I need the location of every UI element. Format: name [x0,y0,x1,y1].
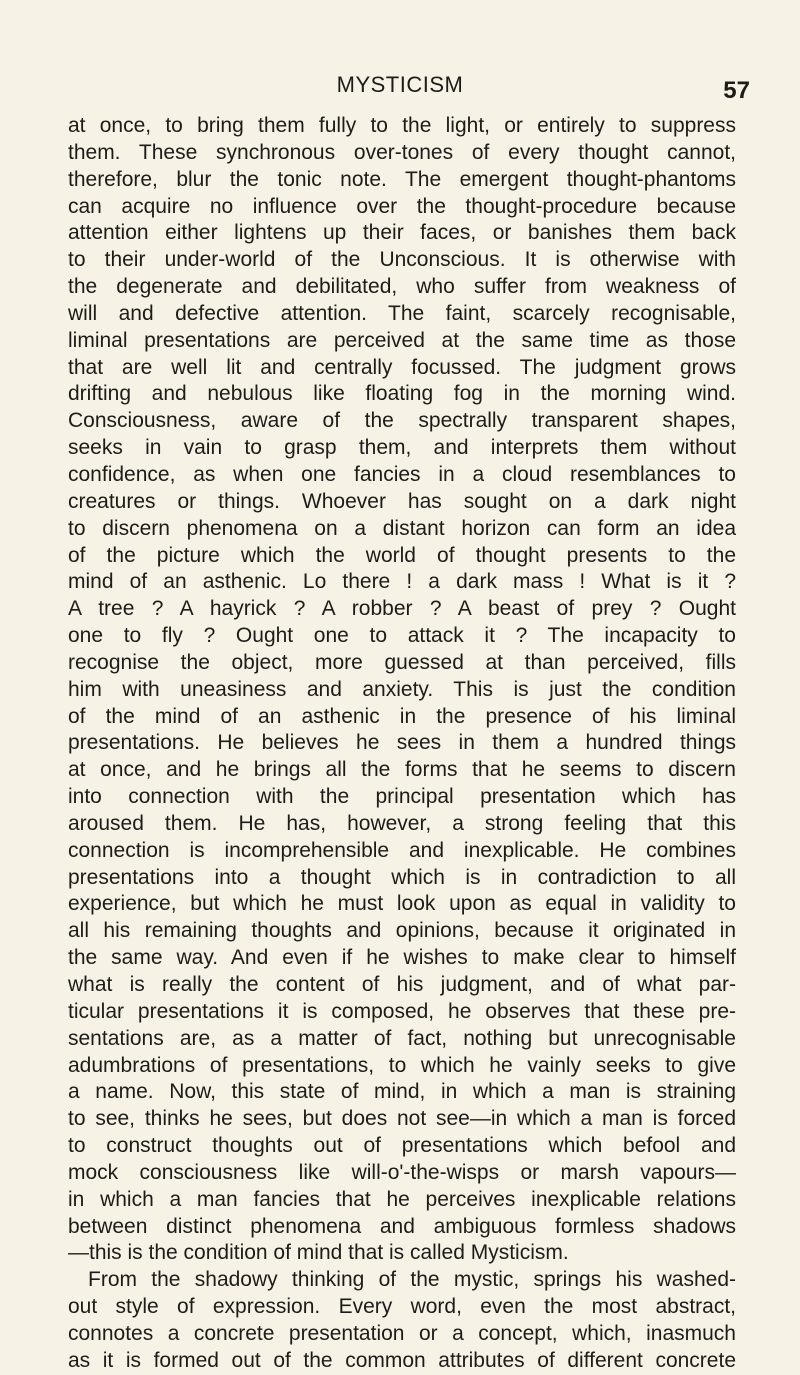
text-line: him with uneasiness and anxiety. This is just the condition [68,677,736,701]
text-line: mock consciousness like will-o'-the-wisps or marsh vapours— [68,1160,736,1184]
text-line: at once, and he brings all the forms that he seems to discern [68,758,736,782]
text-line: Consciousness, aware of the spectrally transparent shapes, [68,409,736,433]
text-line: of the picture which the world of thought presents to the [68,543,736,567]
text-line: between distinct phenomena and ambiguous formless shadows [68,1214,736,1238]
text-line: to their under-world of the Unconscious. It is otherwise with [68,248,736,272]
text-line: From the shadowy thinking of the mystic, springs his washed- [88,1268,736,1292]
text-line: drifting and nebulous like floating fog in the morning wind. [68,382,736,406]
page-number: 57 [723,77,750,104]
text-line: recognise the object, more guessed at than perceived, fills [68,650,736,674]
text-line: a name. Now, this state of mind, in which a man is straining [68,1080,736,1104]
text-line: into connection with the principal presentation which has [68,785,736,809]
text-line: presentations. He believes he sees in them a hundred things [68,731,736,755]
text-line: mind of an asthenic. Lo there ! a dark mass ! What is it ? [68,570,736,594]
text-line: all his remaining thoughts and opinions, because it originated in [68,919,736,943]
text-line: sentations are, as a matter of fact, nothing but unrecognisable [68,1026,736,1050]
text-line: A tree ? A hayrick ? A robber ? A beast of prey ? Ought [68,597,736,621]
text-line: ticular presentations it is composed, he observes that these pre- [68,999,736,1023]
text-line: attention either lightens up their faces, or banishes them back [68,221,736,245]
text-line: in which a man fancies that he perceives inexplicable relations [68,1187,736,1211]
running-title: MYSTICISM [336,72,464,97]
text-line: presentations into a thought which is in contradiction to all [68,865,736,889]
text-line: therefore, blur the tonic note. The emergent thought-phantoms [68,167,736,191]
text-line: of the mind of an asthenic in the presence of his liminal [68,704,736,728]
body-text [68,113,736,1375]
text-line: will and defective attention. The faint, scarcely recognisable, [68,301,736,325]
text-line: to discern phenomena on a distant horizon can form an idea [68,516,736,540]
text-line: at once, to bring them fully to the light, or entirely to suppress [68,114,736,137]
text-line: experience, but which he must look upon as equal in validity to [68,892,736,916]
text-line: connotes a concrete presentation or a concept, which, inasmuch [68,1321,736,1345]
running-head [0,72,800,102]
text-line: that are well lit and centrally focussed. The judgment grows [68,355,736,379]
text-line: the degenerate and debilitated, who suffer from weakness of [68,275,736,299]
text-line: liminal presentations are perceived at the same time as those [68,328,736,352]
text-line: —this is the condition of mind that is called Mysticism. [68,1241,569,1265]
text-line: them. These synchronous over-tones of every thought cannot, [68,140,736,164]
text-line: aroused them. He has, however, a strong feeling that this [68,811,736,835]
text-line: to see, thinks he sees, but does not see—in which a man is forced [68,1107,736,1131]
text-line: what is really the content of his judgment, and of what par- [68,973,736,996]
text-line: one to fly ? Ought one to attack it ? The incapacity to [68,624,736,648]
text-line: can acquire no influence over the thought-procedure because [68,194,736,218]
text-line: as it is formed out of the common attributes of different concrete [68,1348,736,1372]
text-line: connection is incomprehensible and inexplicable. He combines [68,838,736,862]
text-line: the same way. And even if he wishes to make clear to himself [68,946,736,970]
text-line: out style of expression. Every word, even the most abstract, [68,1295,736,1319]
text-line: seeks in vain to grasp them, and interprets them without [68,436,736,460]
text-line: to construct thoughts out of presentations which befool and [68,1134,736,1158]
text-line: creatures or things. Whoever has sought on a dark night [68,489,736,513]
text-line: adumbrations of presentations, to which he vainly seeks to give [68,1053,736,1077]
text-line: confidence, as when one fancies in a cloud resemblances to [68,462,736,486]
